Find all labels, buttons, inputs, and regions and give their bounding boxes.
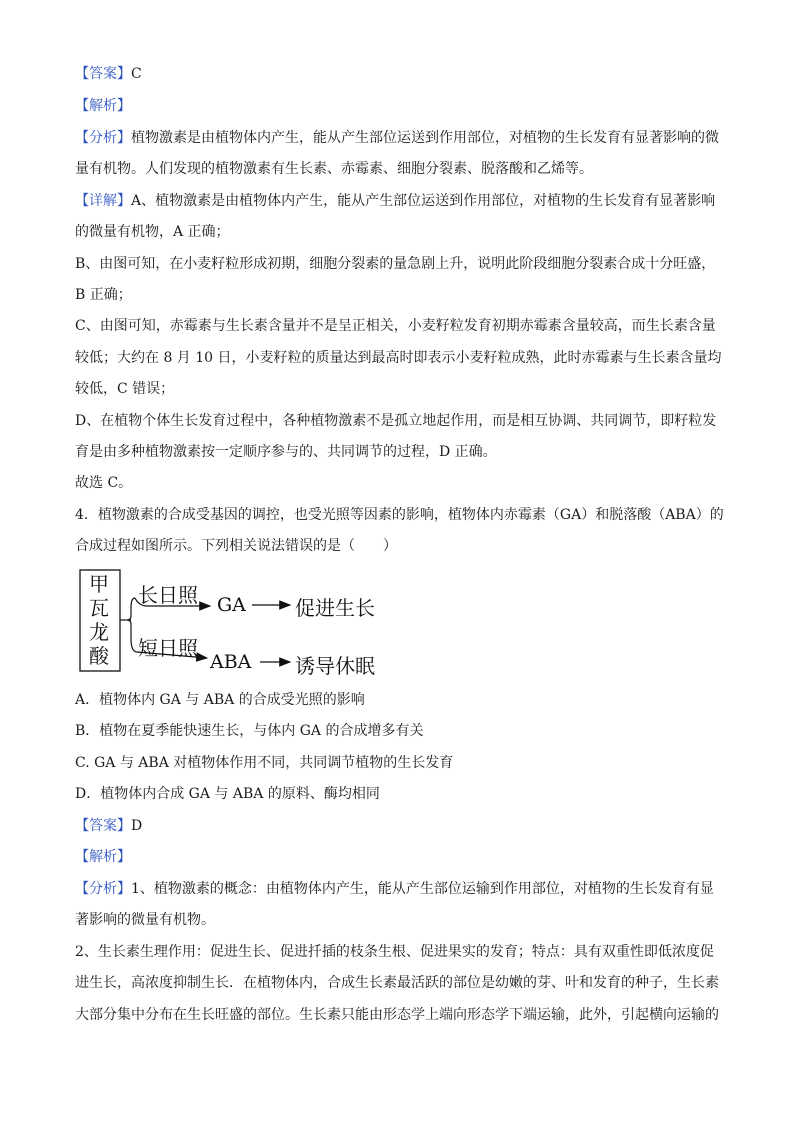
- q4-fenxi-p2-line3: 大部分集中分布在生长旺盛的部位。生长素只能由形态学上端向形态学下端运输，此外，引起横向运输的: [75, 1007, 719, 1023]
- ga-label: GA: [217, 594, 246, 616]
- box-char-4: 酸: [89, 644, 109, 668]
- q3-analysis-heading: 【解析】: [75, 98, 131, 114]
- box-char-3: 龙: [89, 620, 109, 644]
- q3-xiangjie-d2: 育是由多种植物激素按一定顺序参与的、共同调节的过程，D 正确。: [75, 444, 497, 460]
- q4-option-d: D．植物体内合成 GA 与 ABA 的原料、酶均相同: [75, 786, 380, 802]
- q3-xiangjie-b1: B、由图可知，在小麦籽粒形成初期，细胞分裂素的量急剧上升，说明此阶段细胞分裂素合成十分旺盛，: [75, 256, 716, 272]
- q3-xiangjie-a2: 的微量有机物，A 正确；: [75, 224, 230, 240]
- q3-answer: [75, 64, 142, 84]
- branch-brace: [127, 598, 137, 652]
- q3-fenxi-line2: 量有机物。人们发现的植物激素有生长素、赤霉素、细胞分裂素、脱落酸和乙烯等。: [75, 161, 593, 177]
- short-day-label: 短日照: [138, 636, 198, 660]
- box-char-1: 甲: [89, 572, 109, 596]
- q3-fenxi-line1: [75, 128, 719, 148]
- q3-xiangjie-d1: D、在植物个体生长发育过程中，各种植物激素不是孤立地起作用，而是相互协调、共同调节，即籽粒发: [75, 413, 717, 429]
- fenxi-text: 植物激素是由植物体内产生，能从产生部位运送到作用部位，对植物的生长发育有显著影响的微: [131, 130, 719, 146]
- q4-fenxi-p2-line1: 2、生长素生理作用：促进生长、促进扦插的枝条生根、促进果实的发育；特点：具有双重性即低浓度促: [75, 944, 714, 960]
- fenxi-text: 1、植物激素的概念：由植物体内产生，能从产生部位运输到作用部位，对植物的生长发育有显: [131, 881, 714, 897]
- q3-xiangjie-c1: C、由图可知，赤霉素与生长素含量并不是呈正相关，小麦籽粒发育初期赤霉素含量较高，而生长素含量: [75, 318, 716, 334]
- xiangjie-tag: 【详解】: [75, 193, 131, 209]
- fenxi-tag: 【分析】: [75, 130, 131, 146]
- q4-option-b: B．植物在夏季能快速生长，与体内 GA 的合成增多有关: [75, 723, 424, 739]
- synthesis-diagram: [77, 568, 407, 678]
- q4-answer: [75, 816, 142, 836]
- q4-stem-line2: 合成过程如图所示。下列相关说法错误的是（ ）: [75, 538, 397, 554]
- q3-xiangjie-b2: B 正确；: [75, 287, 132, 303]
- answer-tag: 【答案】: [75, 818, 131, 834]
- q4-stem-line1: 4．植物激素的合成受基因的调控，也受光照等因素的影响，植物体内赤霉素（GA）和脱落酸（ABA）的: [75, 507, 724, 523]
- q4-option-c: C. GA 与 ABA 对植物体作用不同，共同调节植物的生长发育: [75, 755, 454, 771]
- answer-value: D: [131, 818, 143, 834]
- fenxi-tag: 【分析】: [75, 881, 131, 897]
- q4-fenxi-p2-line2: 进生长，高浓度抑制生长．在植物体内，合成生长素最活跃的部位是幼嫩的芽、叶和发育的种子，生长素: [75, 975, 719, 991]
- long-day-label: 长日照: [138, 583, 198, 607]
- induce-dormancy-label: 诱导休眠: [295, 654, 375, 678]
- q4-option-a: A．植物体内 GA 与 ABA 的合成受光照的影响: [75, 692, 365, 708]
- xiangjie-text: A、植物激素是由植物体内产生，能从产生部位运送到作用部位，对植物的生长发育有显著影响: [131, 193, 716, 209]
- q4-fenxi-p1-line2: 著影响的微量有机物。: [75, 912, 215, 928]
- q3-xiangjie-c2: 较低；大约在 8 月 10 日，小麦籽粒的质量达到最高时即表示小麦籽粒成熟，此时赤霉素与生长素含量均: [75, 350, 722, 366]
- answer-value: C: [131, 66, 142, 82]
- q3-xiangjie-a1: [75, 191, 715, 211]
- q4-fenxi-p1-line1: [75, 879, 714, 899]
- box-char-2: 瓦: [89, 596, 109, 620]
- answer-tag: 【答案】: [75, 66, 131, 82]
- q4-analysis-heading: 【解析】: [75, 849, 131, 865]
- q3-choose: 故选 C。: [75, 475, 133, 491]
- promote-growth-label: 促进生长: [295, 596, 375, 620]
- q3-xiangjie-c3: 较低，C 错误；: [75, 381, 175, 397]
- aba-label: ABA: [210, 651, 252, 673]
